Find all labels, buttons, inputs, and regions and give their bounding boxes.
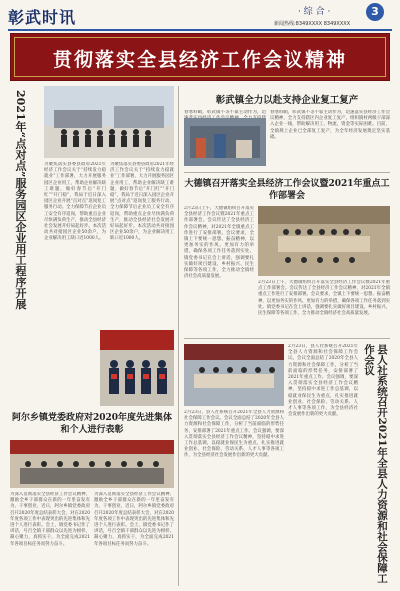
article2-divider [184, 172, 390, 173]
hotline-line: 新闻热线:8349XXXX 8349XXXX [274, 21, 351, 27]
page-number: 3 [366, 3, 384, 21]
article5-body-col2: 2月23日，县人社系统召开2021年全县人力资源和社会保障工作会议。会议全面总结了2020年全县人力资源和社会保障工作，分析了当前面临的形势任务，安排部署了2021年重点工作。会议强调，要深入贯彻落实全县经济工作会议精神，坚持稳中求进工作总基调，以稳就业保民生为重点，扎实推进就业创业、社会保险、劳动关系、人才人事等各项工作，为全县经济社会发展作出新的更大贡献。 [288, 344, 358, 418]
article4-body-col2: 为深入贯彻落实全县经济工作会议精神，激励全乡干部群众在新的一年里奋发有为、干事创业，近日，阿尔乡镇党委政府召开2020年度总结表彰大会，对在2020年度各项工作中表现突出的先进集体和先进个人进行表彰。会上，镇党委书记作了讲话，号召全镇干部群众以先进为榜样，凝心聚力，真抓实干，为全面完成2021年各项目标任务而努力奋斗。 [94, 492, 174, 547]
article1-body-col1: 为聚焦落实县委县政府2021年经济工作会议关于“持续发力稳就业”工作部署，大力开展服务园区企业用工，帮助企业解决缺工难题，做好春节后“开门红”“开门稳”，我局于近日深入园区企业开展“点对点”返岗复工服务行动。全力保障节后企业员工安全有序返岗，帮助重点企业尽快满负荷生产，推动全县经济社会发展开好局起好步。本次活动共对接园区企业50余户，为企业解决用工缺口近1000人。 [44, 162, 106, 242]
banner [10, 33, 390, 81]
article2-photo [184, 118, 266, 166]
factory-photo-icon [184, 118, 266, 166]
article4-title: 阿尔乡镇党委政府对2020年度先进集体和个人进行表彰 [11, 413, 173, 435]
lower-column-divider [178, 410, 179, 586]
article3-divider [184, 338, 390, 339]
article4-body-col1: 为深入贯彻落实全县经济工作会议精神，激励全乡干部群众在新的一年里奋发有为、干事创业，近日，阿尔乡镇党委政府召开2020年度总结表彰大会，对在2020年度各项工作中表现突出的先进集体和先进个人进行表彰。会上，镇党委书记作了讲话，号召全镇干部群众以先进为榜样，凝心聚力，真抓实干，为全面完成2021年各项目标任务而努力奋斗。 [10, 492, 90, 547]
article3-title: 大德镇召开落实全县经济工作会议暨2021年重点工作部署会 [184, 179, 390, 201]
article3-body-col2: 2月23日上午，大德镇组织召开落实全县经济工作会议暨2021年重点工作部署会。会议传达了全县经济工作会议精神，对2021年全镇重点工作进行了安排部署。会议要求，全镇上下要统一思想、振奋精神，以更加务实的作风、更加有力的举措，确保各项工作任务落到实处。镇党委书记在会上讲话，强调要扎实做好项目建设、乡村振兴、民生保障等各项工作，全力推动全镇经济社会高质量发展。 [258, 280, 390, 317]
section-label: · 综 合 · [298, 7, 331, 17]
banner-title: 贯彻落实全县经济工作会议精神 [52, 49, 347, 71]
masthead-rule [8, 29, 392, 31]
article2-body-col2: 春寒料峭，彰武镇不等不靠主动作为，迅速落实县经济工作会议精神，全力支持辖区内企业复工复产，组织镇村两级干部深入企业一线，帮助解决用工、物流、资金等实际困难。目前，全镇规上企业已全部复工复产，为全年经济发展奠定坚实基础。 [270, 110, 390, 140]
award-ceremony-photo-icon [100, 330, 174, 406]
article5-body-col1: 2月23日，县人社系统召开2021年全县人力资源和社会保障工作会议。会议全面总结了2020年全县人力资源和社会保障工作，分析了当前面临的形势任务，安排部署了2021年重点工作。会议强调，要深入贯彻落实全县经济工作会议精神，坚持稳中求进工作总基调，以稳就业保民生为重点，扎实推进就业创业、社会保险、劳动关系、人才人事等各项工作，为全县经济社会发展作出新的更大贡献。 [184, 410, 284, 459]
article2-title: 彰武镇全力以赴支持企业复工复产 [215, 95, 359, 106]
meeting-room-photo-icon [258, 206, 390, 276]
article3-photo [258, 206, 390, 276]
conference-photo-icon [184, 344, 284, 406]
column-divider [178, 86, 179, 410]
article5-title: 县人社系统召开2021年全县人力资源和社会保障工作会议 [363, 344, 388, 584]
article1-body-col2: 为聚焦落实县委县政府2021年经济工作会议关于“持续发力稳就业”工作部署，大力开展服务园区企业用工，帮助企业解决缺工难题，做好春节后“开门红”“开门稳”，我局于近日深入园区企业开展“点对点”返岗复工服务行动。全力保障节后企业员工安全有序返岗，帮助重点企业尽快满负荷生产，推动全县经济社会发展开好局起好步。本次活动共对接园区企业50余户，为企业解决用工缺口近1000人。 [110, 162, 174, 242]
article4-photo [100, 330, 174, 406]
article4-group-photo [10, 440, 174, 488]
article2-body-col1: 春寒料峭，彰武镇不等不靠主动作为，迅 [184, 110, 266, 115]
group-photo-icon [10, 440, 174, 488]
crowd-photo-icon [44, 86, 174, 158]
article5-photo [184, 344, 284, 406]
article3-body-col1: 2月23日上午，大德镇组织召开落实全县经济工作会议暨2021年重点工作部署会。会议传达了全县经济工作会议精神，对2021年全镇重点工作进行了安排部署。会议要求，全镇上下要统一思想、振奋精神，以更加务实的作风、更加有力的举措，确保各项工作任务落到实处。镇党委书记在会上讲话，强调要扎实做好项目建设、乡村振兴、民生保障等各项工作，全力推动全镇经济社会高质量发展。 [184, 206, 254, 280]
article1-title: 2021年“点对点”服务园区企业用工程序开展 [14, 90, 27, 310]
newspaper-name: 彰武时讯 [8, 8, 77, 27]
article1-photo [44, 86, 174, 158]
masthead [0, 0, 400, 32]
